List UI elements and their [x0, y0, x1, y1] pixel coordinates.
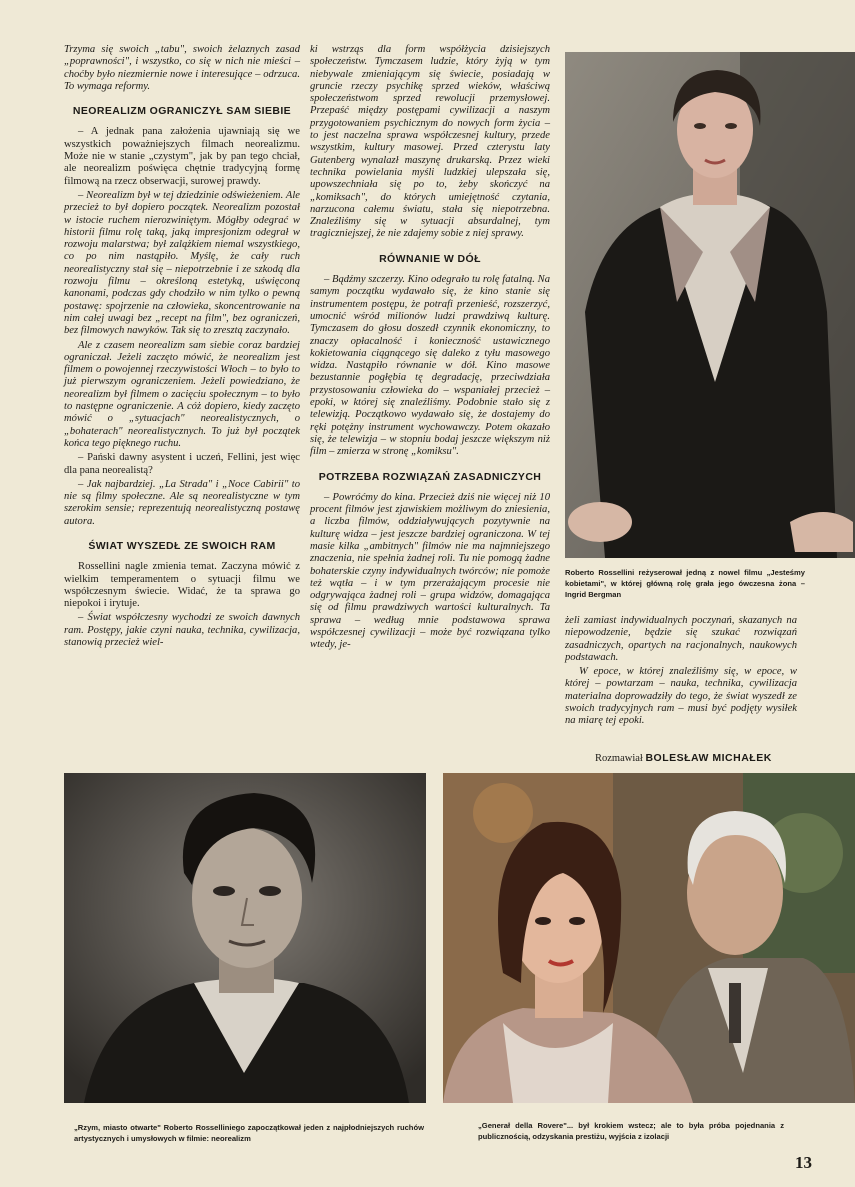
- author-signature: [595, 752, 772, 764]
- photo-rome-open-city: [64, 773, 426, 1103]
- answer-paragraph: żeli zamiast indywidualnych poczynań, skazanych na niepowodzenie, będzie się szukać rozwiązań zasadniczych, opartych na racjonalnych, naukowych podstawach.: [565, 615, 797, 663]
- answer-paragraph: Ale z czasem neorealizm sam siebie coraz bardziej ograniczał. Jeżeli zaczęto mówić, że neorealizm jest filmem o powojennej rzeczywistości Włoch – to było to już pierwszym ograniczeniem. Jeżeli powiedziano, że neorealizm był filmem o zacięciu społecznym – to było to następne ograniczenie. A cóż dopiero, kiedy zaczęto mówić o „sytuacjach" neorealistycznych, o „bohaterach" neorealistycznych. To już był początek końca tego pięknego ruchu.: [64, 339, 300, 449]
- answer-paragraph: W epoce, w której znaleźliśmy się, w epoce, w której – powtarzam – nauka, technika, cywilizacja materialna doprowadziły do tego, że świat wyszedł ze swoich tradycyjnych ram – musi być podjęty wysiłek na miarę tej epoki.: [565, 666, 797, 727]
- section-heading-leveling-down: RÓWNANIE W DÓŁ: [379, 252, 481, 265]
- answer-paragraph: ki wstrząs dla form współżycia dzisiejszych społeczeństw. Tymczasem ludzie, który żyją w tym niebywale zmieniającym się świecie, posiadają w gruncie rzeczy psychikę sprzed wieków, właściwą społeczeństwom sprzed rewolucji przemysłowej. Przepaść między postępami cywilizacji a naszym przygotowaniem psychicznym do nowych form życia – to jest naczelna sprawa współczesnej kultury, przede wszystkim, kultury masowej. Przed czterystu laty Gutenberg wynalazł maszynę drukarską. Przez wieki technika powielania myśli ludzkiej ulepszała się, upowszechniała się po to, żeby skończyć na „komiksach", do których umiejętność czytania, narzucona całemu światu, stała się niepotrzebna. Znaleźliśmy się w sytuacji absurdalnej, tym tragiczniejszej, że nie zdajemy sobie z niej sprawy.: [310, 44, 550, 240]
- section-heading-neorealism-limited: NEOREALIZM OGRANICZYŁ SAM SIEBIE: [72, 105, 292, 118]
- section-heading-fundamental-solutions: POTRZEBA ROZWIĄZAŃ ZASADNICZYCH: [318, 470, 542, 483]
- page-number: 13: [795, 1153, 812, 1172]
- answer-paragraph: – Świat współczesny wychodzi ze swoich dawnych ram. Postępy, jakie czyni nauka, technika, cywilizacja, stanowią przecież wiel-: [64, 612, 300, 649]
- answer-paragraph: – Bądźmy szczerzy. Kino odegrało tu rolę fatalną. Na samym początku wydawało się, że kino stanie się instrumentem postępu, że potrafi przenieść, rozszerzyć, umocnić wśród milionów ludzi prawdziwą kulturę. Tymczasem do głosu doszedł czynnik ekonomiczny, to znaczy opłacalność i konieczność ustawicznego kokietowania ciągnącego się daleko z tyłu masowego widza. Nastąpiło równanie w dół. Kino masowe bezustannie pogłębia tę degradację, przeciwdziała przystosowaniu człowieka do – wspaniałej przecież – epoki, w której się znaleźliśmy. Podobnie stało się z telewizją. Początkowo wydawało się, że dostajemy do ręki potężny instrument wychowawczy. Potem okazało się, że telewizja – w stopniu bodaj jeszcze większym niż film – zmierza w stronę „komiksu".: [310, 274, 550, 458]
- signature-label: Rozmawiał: [595, 753, 643, 764]
- intro-paragraph: Trzyma się swoich „tabu", swoich żelaznych zasad „poprawności", i wszystko, co się w nich nie mieści – choćby było niezmiernie nowe i interesujące – odrzuca. To wymaga reformy.: [64, 44, 300, 92]
- article-column-1: [64, 44, 300, 651]
- question-paragraph: – Pański dawny asystent i uczeń, Fellini, jest więc dla pana neorealistą?: [64, 452, 300, 476]
- caption-ingrid-bergman: Roberto Rossellini reżyserował jedną z nowel filmu „Jesteśmy kobietami", w której główną rolę grała jego ówczesna żona – Ingrid Bergman: [565, 568, 805, 599]
- caption-rome-open-city: „Rzym, miasto otwarte" Roberto Rosselliniego zapoczątkował jeden z najpłodniejszych ruchów artystycznych i umysłowych w filmie: neorealizm: [74, 1123, 424, 1143]
- article-column-3: [565, 615, 797, 730]
- section-heading-world-out-of-frame: ŚWIAT WYSZEDŁ ZE SWOICH RAM: [88, 539, 276, 552]
- narration-paragraph: Rossellini nagle zmienia temat. Zaczyna mówić z wielkim temperamentem o sytuacji filmu we współczesnym świecie. Widać, że ta sprawa go niepokoi i irytuje.: [64, 561, 300, 610]
- answer-paragraph: – Neorealizm był w tej dziedzinie odświeżeniem. Ale przecież to był dopiero początek. Neorealizm pozostał w istocie ruchem nierozwiniętym. Mógłby odegrać w historii filmu rolę taką, jaką impresjonizm odegrał w rozwoju malarstwa; był zalążkiem niemal wszystkiego, co po nim nastąpiło. Myślę, że cały ruch neorealistyczny stał się – niepotrzebnie i ze szkodą dla rozwoju filmu – określoną estetyką, uświęconą kanonami, podczas gdy chodziło w nim tylko o pewną postawę: spojrzenie na człowieka, skoncentrowanie na nim całej uwagi bez „recept na film", bez ograniczeń, bez filmowych nawyków. Tak się to zresztą zaczynało.: [64, 189, 300, 337]
- photo-ingrid-bergman: [565, 52, 855, 558]
- signature-name: BOLESŁAW MICHAŁEK: [645, 752, 772, 764]
- article-column-2: [310, 44, 550, 654]
- answer-paragraph: – Powróćmy do kina. Przecież dziś nie więcej niż 10 procent filmów jest zjawiskiem możliwym do zniesienia, a liczba filmów, oddziaływujących pozytywnie na kulturę widza – jest jeszcze bardziej ograniczona. W tej masie kilka „ambitnych" filmów nie ma najmniejszego znaczenia, nie spełnia żadnej roli. Tu nie pomogą żadne bohaterskie czyny indywidualnych twórców; nie pomoże też wątła – i w tym przerażającym procesie nie odgrywająca żadnej roli – grupa widzów, domagająca się od filmu prawdziwych wartości kulturalnych. Ta sprawa – według mnie podstawowa sprawa współczesnej cywilizacji – może być rozwiązana tylko wtedy, je-: [310, 491, 550, 651]
- answer-paragraph: – Jak najbardziej. „La Strada" i „Noce Cabirii" to nie są filmy społeczne. Ale są neorealistyczne w tym szerokim sensie; reprezentują neorealistyczną postawę autora.: [64, 478, 300, 527]
- question-paragraph: – A jednak pana założenia ujawniają się we wszystkich poważniejszych filmach neorealizmu. Może nie w stanie „czystym", jak by pan tego chciał, ale neorealizm poświęca chętnie tradycyjną formę filmową na rzecz obserwacji, surowej prawdy.: [64, 126, 300, 187]
- caption-generale-della-rovere: „Generał della Rovere"... był krokiem wstecz; ale to była próba pojednania z publicznością, odzyskania prestiżu, wyjścia z izolacji: [478, 1121, 784, 1141]
- photo-generale-della-rovere: [443, 773, 855, 1103]
